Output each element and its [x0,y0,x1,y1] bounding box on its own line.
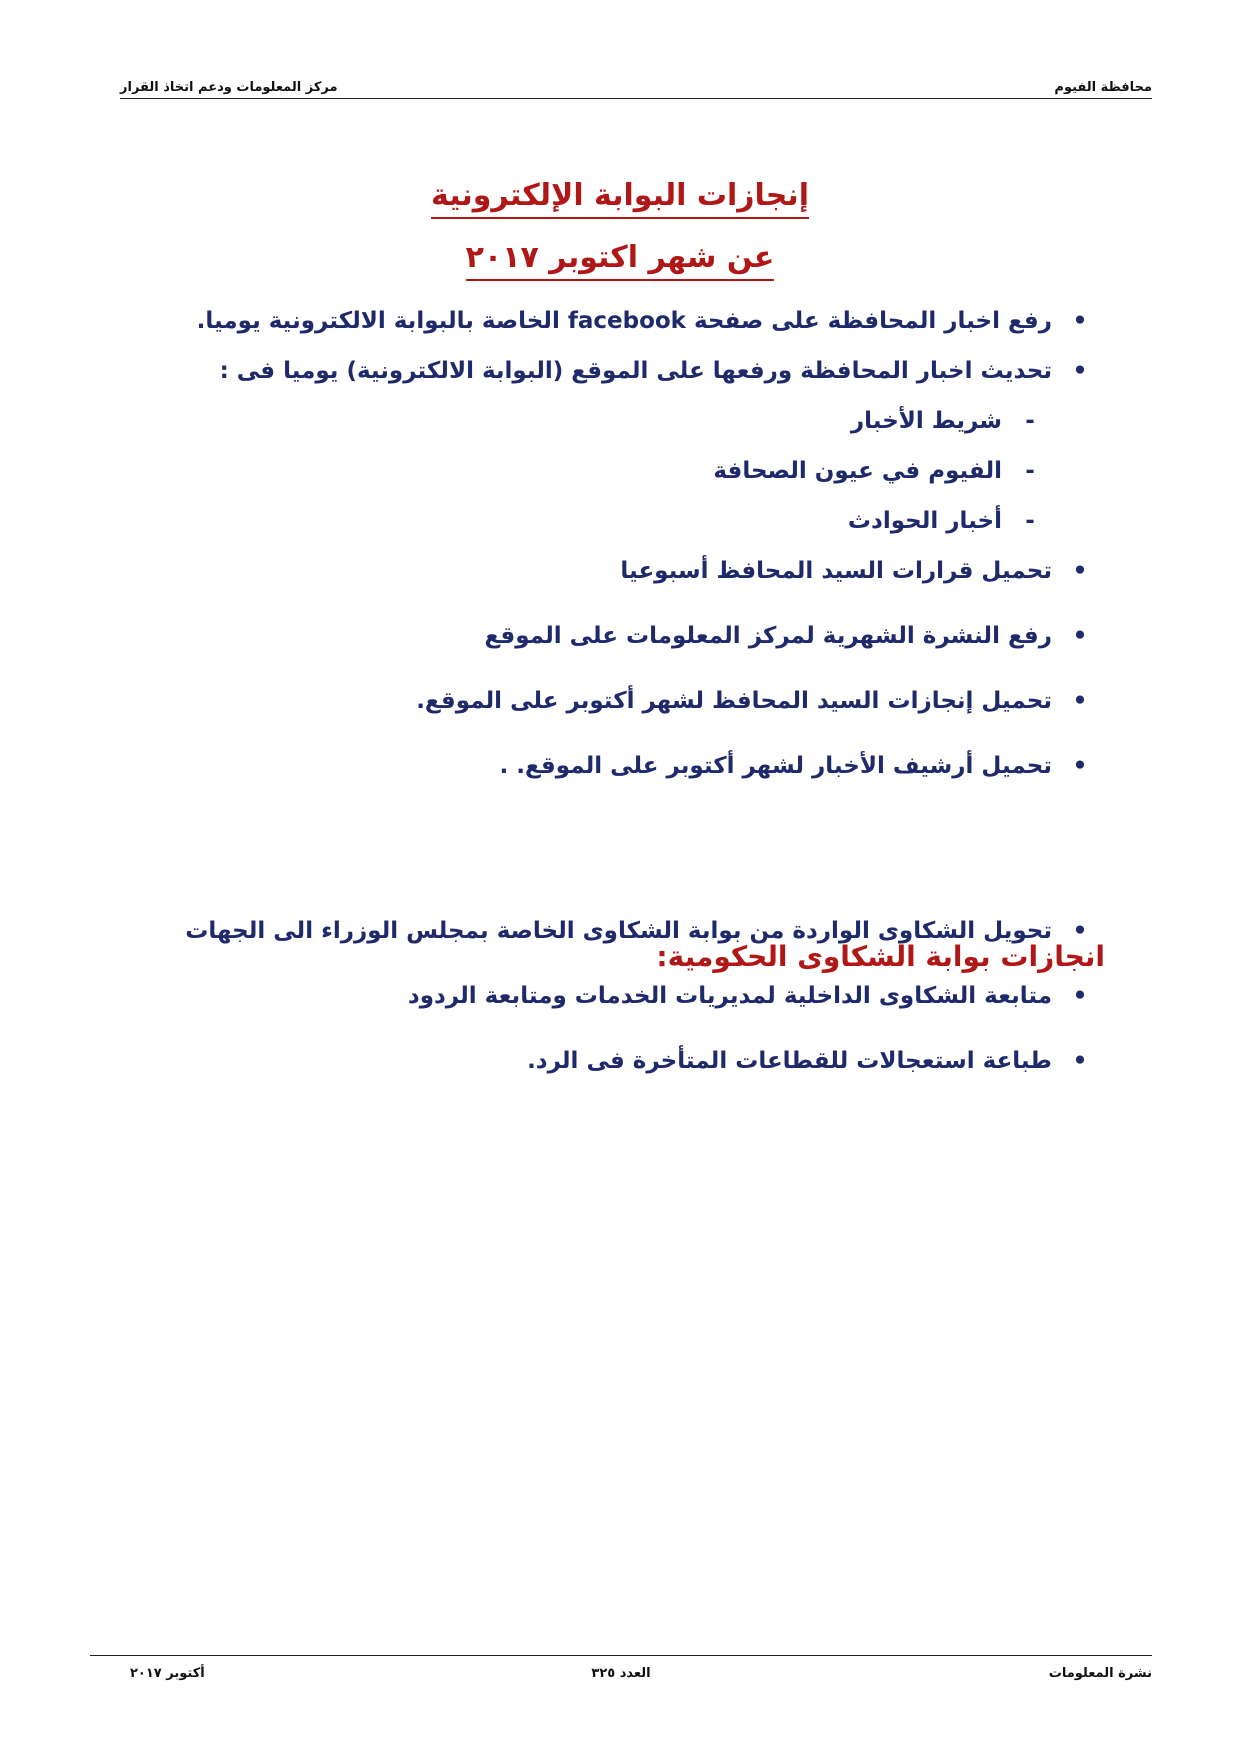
bullet-icon: • [1072,358,1088,384]
title-line-1-text: إنجازات البوابة الإلكترونية [431,178,809,219]
bullet-icon: • [1072,918,1088,944]
sub-list-item-text: الفيوم في عيون الصحافة [713,458,1002,484]
list-item-text: تحديث اخبار المحافظة ورفعها على الموقع (البوابة الالكترونية) يوميا فى : [219,358,1052,384]
sub-list-item-text: شريط الأخبار [850,408,1002,434]
list-item [499,753,1100,779]
title-line-1 [0,178,1240,219]
list-item [408,983,1100,1009]
sub-list-item [851,408,1050,434]
bullet-icon: • [1072,308,1088,334]
bullet-icon: • [1072,983,1088,1009]
list-item-text: طباعة استعجالات للقطاعات المتأخرة فى الرد. [527,1048,1052,1074]
bullet-icon: • [1072,623,1088,649]
dash-icon: - [1025,508,1035,534]
list-item [220,358,1100,384]
complaints-section-heading: انجازات بوابة الشكاوى الحكومية: [656,940,1105,973]
list-item [527,1048,1100,1074]
footer-publication-name: نشرة المعلومات [1048,1666,1152,1681]
page-header [120,78,1152,99]
header-governorate: محافظة الفيوم [1054,80,1152,95]
list-item-text: رفع النشرة الشهرية لمركز المعلومات على الموقع [484,623,1052,649]
list-item-text: تحميل إنجازات السيد المحافظ لشهر أكتوبر على الموقع. [416,688,1052,714]
list-item [620,558,1100,584]
page-footer [90,1655,1152,1686]
list-item-text: تحميل أرشيف الأخبار لشهر أكتوبر على الموقع. . [499,753,1052,779]
list-item-text: متابعة الشكاوى الداخلية لمديريات الخدمات ومتابعة الردود [407,983,1052,1009]
bullet-icon: • [1072,688,1088,714]
sub-list-item [713,458,1050,484]
bullet-icon: • [1072,753,1088,779]
list-item-text: رفع اخبار المحافظة على صفحة facebook الخاصة بالبوابة الالكترونية يوميا. [196,308,1052,334]
sub-list-item-text: أخبار الحوادث [847,508,1002,534]
sub-list-item [848,508,1050,534]
list-item [484,623,1100,649]
title-line-2 [0,240,1240,281]
bullet-icon: • [1072,558,1088,584]
list-item [185,918,1100,944]
dash-icon: - [1025,458,1035,484]
bullet-icon: • [1072,1048,1088,1074]
header-center-name: مركز المعلومات ودعم اتخاذ القرار [120,80,338,95]
dash-icon: - [1025,408,1035,434]
footer-date: أكتوبر ٢٠١٧ [130,1666,205,1681]
footer-issue-number: العدد ٣٢٥ [591,1666,651,1681]
title-line-2-text: عن شهر اكتوبر ٢٠١٧ [466,240,775,281]
list-item-text: تحميل قرارات السيد المحافظ أسبوعيا [620,558,1052,584]
list-item [416,688,1100,714]
list-item [197,308,1100,334]
list-item-text: تحويل الشكاوى الواردة من بوابة الشكاوى الخاصة بمجلس الوزراء الى الجهات [185,918,1052,944]
